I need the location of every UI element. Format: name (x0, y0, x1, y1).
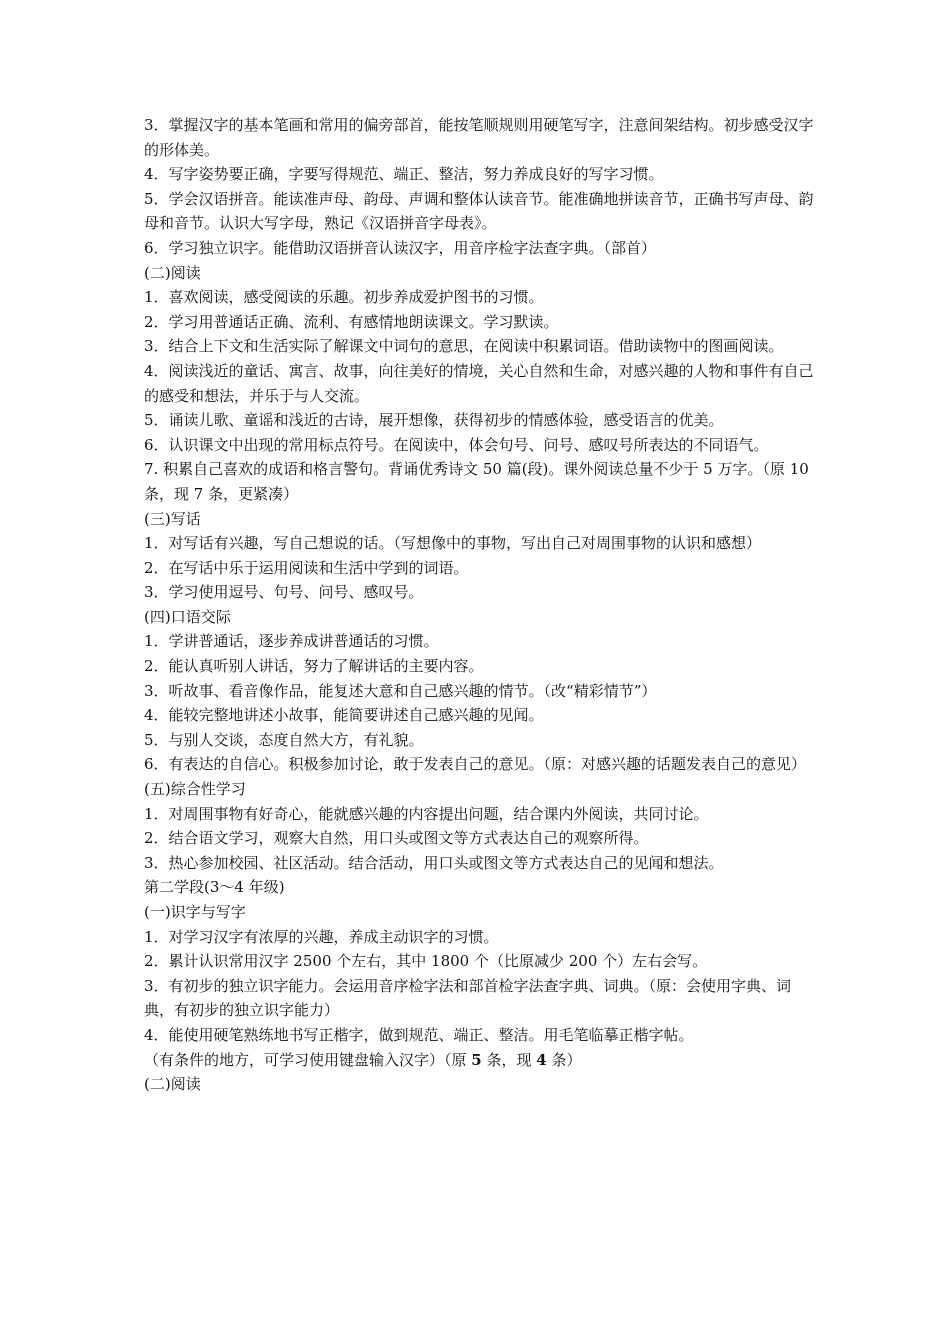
list-item: 2．累计认识常用汉字 2500 个左右，其中 1800 个（比原减少 200 个）左右会写。 (144, 952, 708, 971)
list-item: 4．能使用硬笔熟练地书写正楷字，做到规范、端正、整洁。用毛笔临摹正楷字帖。 (144, 1025, 694, 1044)
list-item: 2．在写话中乐于运用阅读和生活中学到的词语。 (144, 558, 469, 577)
section-heading: (五)综合性学习 (144, 780, 246, 799)
list-item: 5．学会汉语拼音。能读准声母、韵母、声调和整体认读音节。能准确地拼读音节，正确书写声母、韵母和音节。认识大写字母，熟记《汉语拼音字母表》。 (144, 189, 814, 233)
list-item: 2．结合语文学习，观察大自然，用口头或图文等方式表达自己的观察所得。 (144, 829, 649, 848)
section-heading: (一)识字与写字 (144, 903, 246, 921)
list-item: 3．有初步的独立识字能力。会运用音序检字法和部首检字法查字典、词典。（原：会使用字典、词典，有初步的独立识字能力） (144, 976, 792, 1020)
list-item: 1．对写话有兴趣，写自己想说的话。（写想像中的事物，写出自己对周围事物的认识和感想） (144, 534, 762, 553)
list-item: 3．学习使用逗号、句号、问号、感叹号。 (144, 583, 424, 602)
list-item: 4．写字姿势要正确，字要写得规范、端正、整洁，努力养成良好的写字习惯。 (144, 165, 664, 184)
section-heading: (四)口语交际 (144, 607, 231, 626)
note-text: 条） (546, 1050, 582, 1069)
section-heading: (二)阅读 (144, 1075, 201, 1094)
list-item: 6．认识课文中出现的常用标点符号。在阅读中，体会句号、问号、感叹号所表达的不同语气。 (144, 435, 769, 454)
list-item: 1．对周围事物有好奇心，能就感兴趣的内容提出问题，结合课内外阅读，共同讨论。 (144, 804, 709, 823)
section-heading: (二)阅读 (144, 263, 201, 282)
section-heading: (三)写话 (144, 509, 201, 528)
list-item: 6．有表达的自信心。积极参加讨论，敢于发表自己的意见。（原：对感兴趣的话题发表自己的意见） (144, 755, 807, 774)
list-item: 4．阅读浅近的童话、寓言、故事，向往美好的情境，关心自然和生命，对感兴趣的人物和事件有自己的感受和想法，并乐于与人交流。 (144, 361, 814, 405)
list-item: 6．学习独立识字。能借助汉语拼音认读汉字，用音序检字法查字典。（部首） (144, 238, 657, 257)
list-item: 1．对学习汉字有浓厚的兴趣，养成主动识字的习惯。 (144, 927, 499, 946)
list-item: 3．听故事、看音像作品，能复述大意和自己感兴趣的情节。（改“精彩情节”） (144, 681, 657, 700)
list-item: 5．与别人交谈，态度自然大方，有礼貌。 (144, 730, 424, 749)
stage-heading: 第二学段(3～4 年级) (144, 878, 285, 897)
list-item: 2．学习用普通话正确、流利、有感情地朗读课文。学习默读。 (144, 312, 559, 331)
list-item: 1．喜欢阅读，感受阅读的乐趣。初步养成爱护图书的习惯。 (144, 288, 544, 307)
list-item: 3．热心参加校园、社区活动。结合活动，用口头或图文等方式表达自己的见闻和想法。 (144, 853, 724, 872)
note-count-original: 5 (471, 1050, 482, 1069)
list-item: 3．结合上下文和生活实际了解课文中词句的意思，在阅读中积累词语。借助读物中的图画阅读。 (144, 337, 784, 356)
list-item: 7. 积累自己喜欢的成语和格言警句。背诵优秀诗文 50 篇(段)。课外阅读总量不少于 5 万字。（原 10 条，现 7 条，更紧凑） (144, 460, 809, 503)
document-body (144, 113, 816, 1097)
note-count-current: 4 (536, 1050, 547, 1069)
list-item: 4．能较完整地讲述小故事，能简要讲述自己感兴趣的见闻。 (144, 706, 544, 725)
list-item: 2．能认真听别人讲话，努力了解讲话的主要内容。 (144, 657, 484, 676)
note-text: （有条件的地方，可学习使用键盘输入汉字）（原 (144, 1050, 472, 1069)
list-item: 3．掌握汉字的基本笔画和常用的偏旁部首，能按笔顺规则用硬笔写字，注意间架结构。初步感受汉字的形体美。 (144, 116, 814, 159)
list-item: 1．学讲普通话，逐步养成讲普通话的习惯。 (144, 632, 439, 651)
note-line (144, 1048, 816, 1073)
note-text: 条，现 (481, 1050, 537, 1069)
list-item: 5．诵读儿歌、童谣和浅近的古诗，展开想像，获得初步的情感体验，感受语言的优美。 (144, 411, 724, 430)
